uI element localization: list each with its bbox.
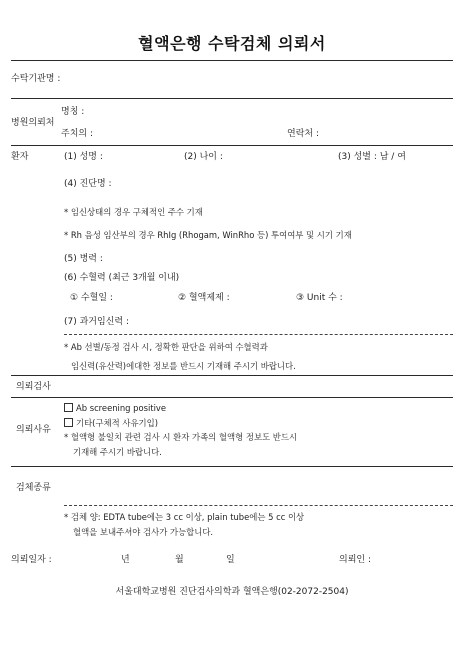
month-label: 월 xyxy=(175,555,184,565)
blood-type-note-line-2: 기재해 주시기 바랍니다. xyxy=(73,447,162,457)
rh-negative-note: * Rh 음성 임산부의 경우 RhIg (Rhogam, WinRho 등) 투여여부 및 시기 기재 xyxy=(64,230,352,240)
day-label: 일 xyxy=(226,555,235,565)
divider xyxy=(11,145,453,146)
past-pregnancy-label: (7) 과거임신력 : xyxy=(64,317,129,327)
option-ab-screening-label: Ab screening positive xyxy=(76,403,167,413)
specimen-type-label: 검체종류 xyxy=(16,483,51,493)
divider xyxy=(11,397,453,398)
request-reason-label: 의뢰사유 xyxy=(16,425,51,435)
year-label: 년 xyxy=(121,555,130,565)
divider xyxy=(11,466,453,467)
unit-count-label: ③ Unit 수 : xyxy=(296,293,343,303)
form-title: 혈액은행 수탁검체 의뢰서 xyxy=(138,34,326,53)
ab-screening-note-line-2: 임신력(유산력)에대한 정보를 반드시 기재해 주시기 바랍니다. xyxy=(71,361,296,371)
requested-test-label: 의뢰검사 xyxy=(16,382,51,392)
history-label: (5) 병력 : xyxy=(64,254,103,264)
option-ab-screening[interactable] xyxy=(64,403,166,412)
request-date-label: 의뢰일자 : xyxy=(11,555,52,565)
ab-screening-note-line-1: * Ab 선별/동정 검사 시, 정확한 판단을 위하여 수혈력과 xyxy=(64,342,268,352)
contact-label: 연락처 : xyxy=(287,129,319,139)
option-other[interactable] xyxy=(64,418,158,427)
transfusion-date-label: ① 수혈일 : xyxy=(70,293,113,303)
diagnosis-label: (4) 진단명 : xyxy=(64,179,112,189)
hospital-doctor-label: 병원의뢰처 xyxy=(11,118,55,128)
patient-section-label: 환자 xyxy=(11,152,29,162)
patient-sex-label: (3) 성별 : 남 / 여 xyxy=(338,152,406,162)
transfusion-history-label: (6) 수혈력 (최근 3개월 이내) xyxy=(64,273,180,283)
doctor-label: 주치의 : xyxy=(61,129,93,139)
checkbox[interactable] xyxy=(64,418,73,427)
divider xyxy=(11,60,453,61)
dashed-divider xyxy=(64,334,453,335)
patient-name-label: (1) 성명 : xyxy=(64,152,103,162)
dashed-divider xyxy=(64,505,453,506)
blood-product-label: ② 혈액제제 : xyxy=(178,293,230,303)
name-label: 명칭 : xyxy=(61,107,85,117)
institution-footer: 서울대학교병원 진단검사의학과 혈액은행(02-2072-2504) xyxy=(115,587,349,597)
specimen-volume-note-line-2: 혈액을 보내주셔야 검사가 가능합니다. xyxy=(73,527,214,537)
divider xyxy=(11,375,453,376)
requester-label: 의뢰인 : xyxy=(339,555,371,565)
blood-type-note-line-1: * 혈액형 불일치 관련 검사 시 환자 가족의 혈액형 정보도 반드시 xyxy=(64,432,298,442)
divider xyxy=(11,98,453,99)
institution-label: 수탁기관명 : xyxy=(11,74,61,84)
specimen-volume-note-line-1: * 검체 양: EDTA tube에는 3 cc 이상, plain tube에는 5 cc 이상 xyxy=(64,512,305,522)
patient-age-label: (2) 나이 : xyxy=(184,152,223,162)
checkbox[interactable] xyxy=(64,403,73,412)
option-other-label: 기타(구체적 사유기입) xyxy=(76,418,159,428)
pregnancy-week-note: * 임신상태의 경우 구체적인 주수 기재 xyxy=(64,207,203,217)
